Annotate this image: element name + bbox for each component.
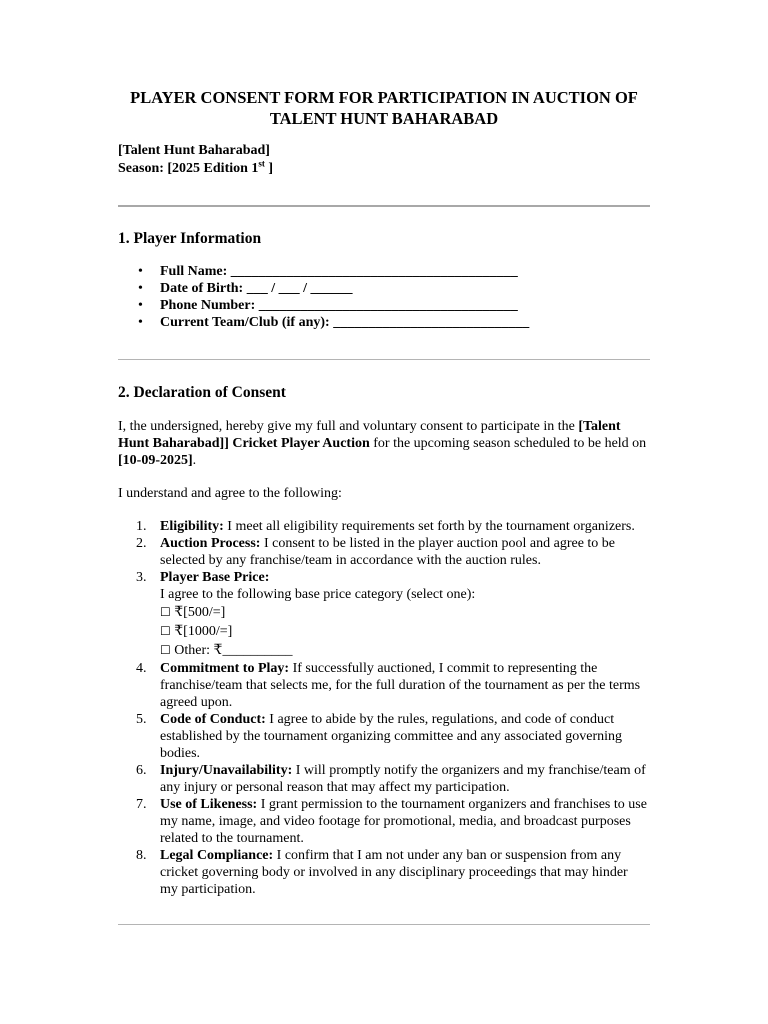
base-price-option-500[interactable]: [160, 603, 648, 622]
section-heading-player-information: 1. Player Information: [118, 230, 262, 247]
divider-bottom: [118, 924, 650, 925]
consent-paragraph: [118, 418, 650, 469]
list-item: [118, 796, 648, 847]
title-line-1: PLAYER CONSENT FORM FOR PARTICIPATION IN AUCTION OF: [130, 88, 638, 107]
field-label: Current Team/Club (if any):: [160, 315, 334, 330]
base-price-option-other[interactable]: [160, 641, 648, 660]
section-heading-declaration: 2. Declaration of Consent: [118, 384, 286, 401]
player-information-list: [118, 263, 529, 331]
item-title: Eligibility:: [160, 519, 224, 534]
item-text: I meet all eligibility requirements set forth by the tournament organizers.: [223, 519, 635, 534]
field-label: Full Name:: [160, 264, 231, 279]
list-item: [118, 847, 648, 898]
field-blank: ____________________________: [333, 315, 530, 330]
item-text: I will promptly notify the organizers and my franchise/team of any injury or personal reason that may affect my participation.: [160, 763, 646, 795]
consent-date: [10-09-2025]: [118, 453, 193, 468]
item-text: If successfully auctioned, I commit to representing the franchise/team that selects me, for the full duration of the tournament as per the terms agreed upon.: [160, 661, 641, 710]
field-blank: _____________________________________: [258, 298, 518, 313]
checkbox-icon[interactable]: ☐: [160, 624, 171, 638]
item-number: 7.: [136, 797, 147, 812]
base-price-intro: I agree to the following base price category (select one):: [160, 587, 476, 602]
field-date-of-birth[interactable]: [118, 280, 529, 297]
item-title: Auction Process:: [160, 536, 261, 551]
item-number: 1.: [136, 519, 147, 534]
agree-intro: I understand and agree to the following:: [118, 486, 342, 501]
item-title: Player Base Price:: [160, 570, 270, 585]
form-title: [100, 87, 668, 129]
item-text: I consent to be listed in the player auction pool and agree to be selected by any franchise/team in accordance with the auction rules.: [160, 536, 616, 568]
title-line-2: TALENT HUNT BAHARABAD: [269, 109, 499, 128]
item-title: Use of Likeness:: [160, 797, 258, 812]
field-blank: _________________________________________: [230, 264, 518, 279]
list-item: [118, 711, 648, 762]
option-label: Other: ₹__________: [170, 643, 293, 658]
item-number: 2.: [136, 536, 147, 551]
field-blank: ___ / ___ / ______: [246, 281, 353, 296]
list-item: [118, 518, 648, 535]
list-item: [118, 660, 648, 711]
item-number: 4.: [136, 661, 147, 676]
list-item-base-price: [118, 569, 648, 660]
organization-name: [Talent Hunt Baharabad]: [118, 143, 270, 158]
option-label: ₹[1000/=]: [170, 624, 233, 639]
consent-text: for the upcoming season scheduled to be held on: [369, 436, 647, 451]
divider-middle: [118, 359, 650, 360]
consent-auction-name: [Talent Hunt Baharabad]] Cricket Player Auction: [118, 419, 621, 451]
consent-text: I, the undersigned, hereby give my full and voluntary consent to participate in the: [118, 419, 579, 434]
field-label: Phone Number:: [160, 298, 259, 313]
option-label: ₹[500/=]: [170, 605, 226, 620]
item-number: 5.: [136, 712, 147, 727]
item-title: Code of Conduct:: [160, 712, 266, 727]
terms-list: [118, 518, 648, 898]
item-text: I grant permission to the tournament organizers and franchises to use my name, image, and video footage for promotional, media, and broadcast purposes related to the tournament.: [160, 797, 647, 846]
base-price-option-1000[interactable]: [160, 622, 648, 641]
item-title: Commitment to Play:: [160, 661, 290, 676]
list-item: [118, 762, 648, 796]
checkbox-icon[interactable]: ☐: [160, 643, 171, 657]
item-text: I agree to abide by the rules, regulations, and code of conduct established by the tournament organizing committee and any associated governing bodies.: [160, 712, 622, 761]
field-phone-number[interactable]: [118, 297, 529, 314]
field-full-name[interactable]: [118, 263, 529, 280]
season-prefix: Season: [2025 Edition 1: [118, 161, 259, 176]
item-text: I confirm that I am not under any ban or suspension from any cricket governing body or involved in any disciplinary proceedings that may hinder my participation.: [160, 848, 628, 897]
season-sup: st: [258, 158, 265, 169]
form-meta: [118, 142, 273, 178]
field-label: Date of Birth:: [160, 281, 247, 296]
item-title: Legal Compliance:: [160, 848, 274, 863]
season-line: [118, 160, 273, 178]
field-current-team[interactable]: [118, 314, 529, 331]
item-number: 3.: [136, 570, 147, 585]
consent-text: .: [192, 453, 197, 468]
divider-top: [118, 205, 650, 207]
item-number: 8.: [136, 848, 147, 863]
list-item: [118, 535, 648, 569]
season-suffix: ]: [264, 161, 274, 176]
checkbox-icon[interactable]: ☐: [160, 605, 171, 619]
item-number: 6.: [136, 763, 147, 778]
item-title: Injury/Unavailability:: [160, 763, 293, 778]
